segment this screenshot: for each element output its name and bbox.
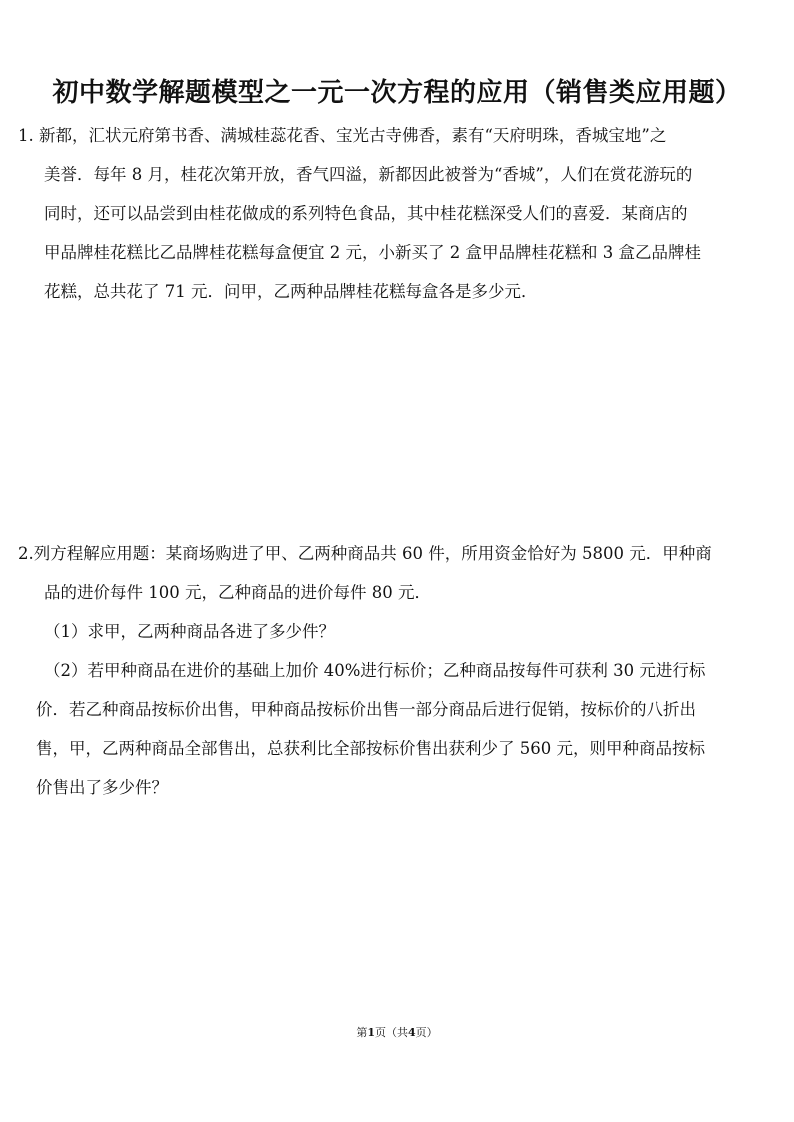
footer-total-pages: 4 [408, 1026, 416, 1039]
question-2-part-2-line-1: （2）若甲种商品在进价的基础上加价 40%进行标价；乙种商品按每件可获利 30 元进行标 [44, 661, 706, 680]
question-2-part-2-line-4: 价售出了多少件？ [36, 778, 168, 797]
footer-prefix: 第 [356, 1026, 368, 1039]
question-1-line-2: 美誉．每年 8 月，桂花次第开放，香气四溢，新都因此被誉为“香城”，人们在赏花游玩的 [44, 165, 693, 184]
page-title: 初中数学解题模型之一元一次方程的应用（销售类应用题） [52, 78, 742, 108]
question-1-line-1: 1. 新都，汇状元府第书香、满城桂蕊花香、宝光古寺佛香，素有“天府明珠，香城宝地”之 [18, 126, 667, 145]
footer-page-number: 1 [367, 1026, 375, 1039]
question-1-line-3: 同时，还可以品尝到由桂花做成的系列特色食品，其中桂花糕深受人们的喜爱．某商店的 [44, 204, 688, 223]
question-1-line-4: 甲品牌桂花糕比乙品牌桂花糕每盒便宜 2 元，小新买了 2 盒甲品牌桂花糕和 3 盒乙品牌桂 [44, 243, 701, 262]
question-2-line-1: 2.列方程解应用题：某商场购进了甲、乙两种商品共 60 件，所用资金恰好为 5800 元．甲种商 [18, 544, 712, 563]
page-footer [0, 1025, 794, 1041]
question-2-part-2-line-3: 售，甲，乙两种商品全部售出，总获利比全部按标价售出获利少了 560 元，则甲种商品按标 [36, 739, 705, 758]
footer-middle: 页（共 [375, 1026, 408, 1039]
footer-suffix: 页） [415, 1026, 438, 1039]
question-2-line-2: 品的进价每件 100 元，乙种商品的进价每件 80 元． [44, 583, 431, 602]
question-1-line-5: 花糕，总共花了 71 元．问甲，乙两种品牌桂花糕每盒各是多少元． [44, 282, 538, 301]
question-2-part-2-line-2: 价．若乙种商品按标价出售，甲种商品按标价出售一部分商品后进行促销，按标价的八折出 [36, 700, 696, 719]
question-2-part-1: （1）求甲，乙两种商品各进了多少件？ [44, 622, 335, 641]
